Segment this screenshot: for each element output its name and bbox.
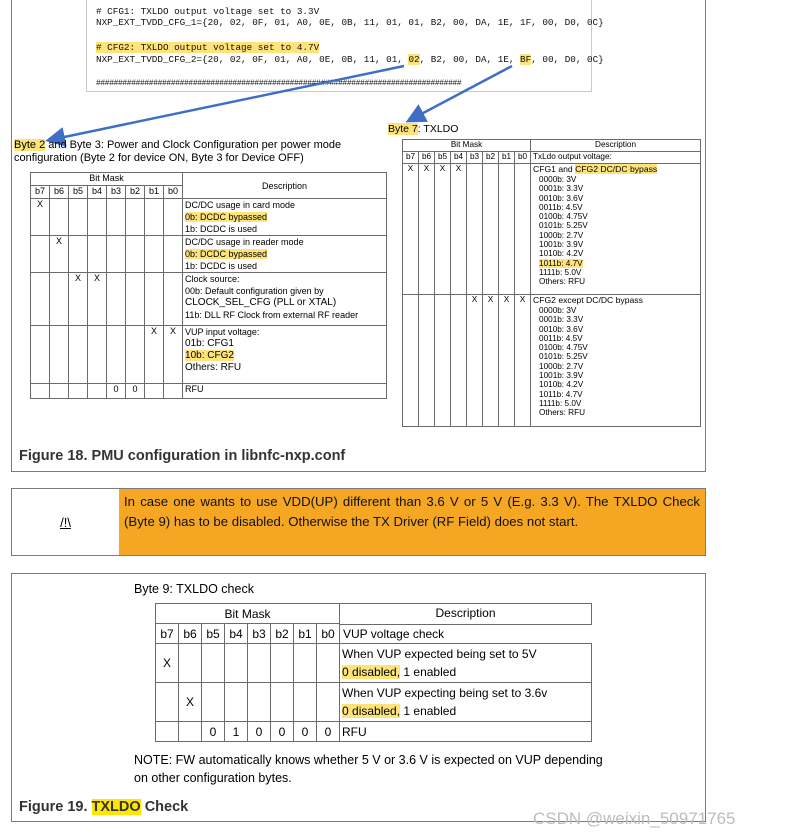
bit-header: b3 (467, 152, 483, 164)
desc-highlight: 0 disabled, (342, 704, 401, 718)
caption-highlight: TXLDO (91, 799, 141, 815)
desc-highlight: 0b: DCDC bypassed (185, 249, 268, 259)
bit-header: b6 (50, 186, 69, 199)
desc-text: CFG1 and (533, 164, 576, 174)
table-row (183, 199, 387, 236)
voltage-item: Others: RFU (539, 277, 585, 287)
table-row (183, 236, 387, 273)
voltage-item-highlight: 1011b: 4.7V (539, 258, 583, 268)
bit-cell: X (156, 644, 179, 683)
bit-header: b6 (419, 152, 435, 164)
bit-header: b2 (126, 186, 145, 199)
bit-header: b7 (156, 624, 179, 644)
desc-highlight: CFG2 DC/DC bypass (575, 164, 658, 174)
desc-text: 1b: DCDC is used (185, 224, 258, 234)
voltage-item: 0001b: 3.3V (539, 184, 584, 194)
figure-18-caption: Figure 18. PMU configuration in libnfc-nxp.conf (19, 448, 346, 464)
table-row (340, 644, 592, 683)
byte7-label: Byte 7 (388, 123, 418, 135)
code-segment: , B2, 00, DA, 1E, (419, 54, 521, 65)
desc-text: 1 enabled (400, 704, 457, 718)
watermark: CSDN @weixin_50971765 (533, 809, 736, 828)
arrow-to-byte2 (50, 66, 404, 140)
bit-cell: 0 (202, 722, 225, 742)
bit-cell: 1 (225, 722, 248, 742)
bit-header: b7 (403, 152, 419, 164)
note-text: NOTE: FW automatically knows whether 5 V or 3.6 V is expected on VUP depending on other configuration bytes. (134, 753, 603, 785)
description-header: Description (531, 140, 701, 152)
voltage-item: 1111b: 5.0V (539, 398, 582, 408)
voltage-item: 0100b: 4.75V (539, 343, 588, 353)
desc-text: CFG2 except DC/DC bypass (533, 295, 643, 305)
arrow-to-byte7 (410, 66, 512, 120)
bitmask-header: Bit Mask (403, 140, 531, 152)
byte7-heading (388, 123, 458, 135)
desc-text: Others: RFU (185, 362, 242, 373)
bit-header: b4 (451, 152, 467, 164)
code-line: NXP_EXT_TVDD_CFG_1={20, 02, 0F, 01, A0, 0E, 0B, 11, 01, 01, B2, 00, DA, 1E, 1F, 00, D0, 0C} (96, 17, 604, 28)
bit-cell: X (403, 164, 419, 295)
voltage-item: 0000b: 3V (539, 306, 577, 315)
code-line: ################################################################################### (96, 79, 462, 88)
voltage-item: 1001b: 3.9V (539, 240, 584, 250)
code-line: # CFG1: TXLDO output voltage set to 3.3V (96, 6, 320, 17)
desc-text: Clock source: (185, 274, 240, 284)
voltage-item: 0011b: 4.5V (539, 202, 583, 212)
desc-text: DC/DC usage in card mode (185, 200, 296, 210)
bit-cell: 0 (271, 722, 294, 742)
table-row: RFU (340, 722, 592, 742)
voltage-item: 1010b: 4.2V (539, 249, 584, 259)
code-segment: , 00, D0, 0C} (531, 54, 604, 65)
bit-cell: 0 (107, 384, 126, 399)
table-row (531, 295, 701, 427)
bit-cell: X (483, 295, 499, 427)
voltage-item: 0101b: 5.25V (539, 352, 588, 362)
bit-cell: X (164, 326, 183, 384)
caption-text: Check (140, 799, 189, 815)
voltage-item: 0010b: 3.6V (539, 193, 584, 203)
byte7-value-highlight: BF (520, 54, 532, 65)
bit-cell: 0 (317, 722, 340, 742)
voltage-item: 1000b: 2.7V (539, 361, 584, 371)
byte2-heading (14, 139, 341, 165)
voltage-item: 0010b: 3.6V (539, 324, 584, 334)
bit-cell: X (467, 295, 483, 427)
bitmask-header: Bit Mask (156, 604, 340, 624)
voltage-item: 1111b: 5.0V (539, 267, 582, 277)
table-row (340, 683, 592, 722)
bit-cell: X (69, 273, 88, 326)
warning-text: In case one wants to use VDD(UP) different than 3.6 V or 5 V (E.g. 3.3 V). The TXLDO Check (Byte 9) has to be disabled. Otherwise the TX Driver (RF Field) does not start. (119, 489, 705, 555)
bit-cell: X (179, 683, 202, 722)
byte2-heading-text: configuration (Byte 2 for device ON, Byte 3 for Device OFF) (14, 152, 304, 164)
desc-highlight: 0b: DCDC bypassed (185, 212, 268, 222)
bit-header: b0 (317, 624, 340, 644)
code-comment-highlight: # CFG2: TXLDO output voltage set to 4.7V (96, 42, 320, 53)
bit-cell: X (435, 164, 451, 295)
voltage-item: 0000b: 3V (539, 175, 577, 184)
byte2-bitmask-table (30, 172, 387, 399)
bit-header: b0 (164, 186, 183, 199)
bit-cell: 0 (294, 722, 317, 742)
table-row: RFU (183, 384, 387, 399)
bit-cell: 0 (248, 722, 271, 742)
desc-text: 1b: DCDC is used (185, 261, 258, 271)
voltage-item: 0001b: 3.3V (539, 315, 584, 325)
warning-icon: /!\ (60, 514, 71, 530)
bit-cell: X (31, 199, 50, 236)
voltage-item: 1011b: 4.7V (539, 389, 583, 399)
desc-text: DC/DC usage in reader mode (185, 237, 304, 247)
bit-header: b1 (499, 152, 515, 164)
bit-cell: X (88, 273, 107, 326)
desc-highlight: 0 disabled, (342, 665, 401, 679)
description-header: Description (183, 173, 387, 199)
bit-cell: X (50, 236, 69, 273)
desc-text: When VUP expecting being set to 3.6v (342, 686, 548, 700)
bit-header: b7 (31, 186, 50, 199)
desc-text: TxLdo output voltage: (531, 152, 701, 164)
desc-text: 1 enabled (400, 665, 457, 679)
desc-text: VUP input voltage: (185, 327, 260, 337)
bit-header: b3 (107, 186, 126, 199)
bit-header: b2 (271, 624, 294, 644)
bit-cell: X (451, 164, 467, 295)
bit-header: b6 (179, 624, 202, 644)
bit-cell: 0 (126, 384, 145, 399)
bit-cell: X (515, 295, 531, 427)
bitmask-header: Bit Mask (31, 173, 183, 186)
voltage-item: Others: RFU (539, 408, 585, 418)
bit-header: b5 (202, 624, 225, 644)
table-row (183, 273, 387, 326)
caption-text: Figure 19. (19, 799, 92, 815)
bit-header: b5 (435, 152, 451, 164)
voltage-item: 0101b: 5.25V (539, 221, 588, 231)
table-row (531, 164, 701, 295)
code-segment: NXP_EXT_TVDD_CFG_2={20, 02, 0F, 01, A0, 0E, 0B, 11, 01, (96, 54, 409, 65)
vup-check-label: VUP voltage check (340, 624, 592, 643)
byte2-label: Byte 2 (14, 139, 46, 151)
voltage-item: 0011b: 4.5V (539, 333, 583, 343)
byte2-heading-text: and Byte 3: Power and Clock Configuration per power mode (45, 139, 342, 151)
warning-box (11, 488, 706, 556)
voltage-item: 0100b: 4.75V (539, 212, 588, 222)
bit-header: b2 (483, 152, 499, 164)
bit-header: b5 (69, 186, 88, 199)
bit-header: b0 (515, 152, 531, 164)
bit-header: b4 (225, 624, 248, 644)
desc-text: 11b: DLL RF Clock from external RF reader (185, 310, 359, 320)
byte7-bitmask-table (402, 139, 701, 427)
desc-text: When VUP expected being set to 5V (342, 647, 537, 661)
bit-header: b1 (145, 186, 164, 199)
bit-header: b1 (294, 624, 317, 644)
voltage-item: 1010b: 4.2V (539, 380, 584, 390)
bit-header: b4 (88, 186, 107, 199)
voltage-item: 1000b: 2.7V (539, 230, 584, 240)
bit-cell: X (419, 164, 435, 295)
byte7-heading-text: : TXLDO (417, 123, 459, 135)
desc-text: 01b: CFG1 (185, 338, 234, 349)
figure-19-caption (19, 799, 188, 815)
desc-text: 00b: Default configuration given by (185, 286, 324, 296)
desc-text: CLOCK_SEL_CFG (PLL or XTAL) (185, 297, 337, 308)
byte2-value-highlight: 02 (408, 54, 420, 65)
bit-header: b3 (248, 624, 271, 644)
table-row (183, 326, 387, 384)
voltage-item: 1001b: 3.9V (539, 371, 584, 381)
bit-cell: X (145, 326, 164, 384)
byte9-title: Byte 9: TXLDO check (134, 582, 254, 596)
bit-cell: X (499, 295, 515, 427)
description-header: Description (340, 604, 592, 644)
desc-highlight: 10b: CFG2 (185, 350, 234, 361)
